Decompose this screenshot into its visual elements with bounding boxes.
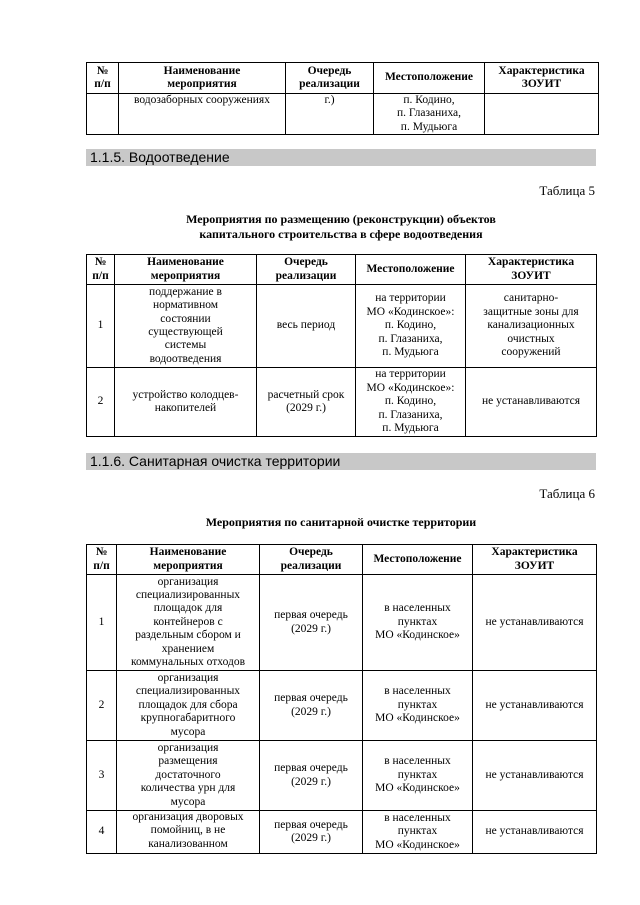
cell-name: организация дворовых помойниц, в не канализованном bbox=[117, 811, 260, 854]
table-row bbox=[87, 94, 599, 135]
cell-location: на территории МО «Кодинское»: п. Кодино, п. Глазаниха, п. Мудьюга bbox=[356, 368, 466, 437]
header-num: № п/п bbox=[87, 63, 119, 94]
table-row bbox=[87, 741, 597, 811]
header-name: Наименование мероприятия bbox=[117, 545, 260, 575]
cell-order: первая очередь (2029 г.) bbox=[260, 575, 363, 671]
table-label-6: Таблица 6 bbox=[539, 486, 595, 501]
table-5 bbox=[86, 254, 597, 437]
table-label-5: Таблица 5 bbox=[539, 183, 595, 198]
cell-name: водозаборных сооружениях bbox=[119, 94, 286, 135]
cell-order: весь период bbox=[257, 285, 356, 368]
table-row bbox=[87, 811, 597, 854]
cell-name: организация специализированных площадок для сбора крупногабаритного мусора bbox=[117, 671, 260, 741]
cell-location: п. Кодино, п. Глазаниха, п. Мудьюга bbox=[374, 94, 485, 135]
table-header-row bbox=[87, 63, 599, 94]
cell-num: 1 bbox=[87, 285, 115, 368]
section-heading-5: 1.1.5. Водоотведение bbox=[86, 149, 596, 166]
header-name: Наименование мероприятия bbox=[115, 255, 257, 285]
table-caption-6: Мероприятия по санитарной очистке территории bbox=[205, 515, 477, 529]
table-caption-5: Мероприятия по размещению (реконструкции) объектов капитального строительства в сфере водоотведения bbox=[186, 212, 496, 241]
cell-order: расчетный срок (2029 г.) bbox=[257, 368, 356, 437]
cell-zouit: не устанавливаются bbox=[473, 671, 597, 741]
header-name: Наименование мероприятия bbox=[119, 63, 286, 94]
header-zouit: Характеристика ЗОУИТ bbox=[466, 255, 597, 285]
cell-zouit: санитарно- защитные зоны для канализационных очистных сооружений bbox=[466, 285, 597, 368]
table-row bbox=[87, 368, 597, 437]
cell-order: г.) bbox=[286, 94, 374, 135]
cell-name: организация размещения достаточного количества урн для мусора bbox=[117, 741, 260, 811]
cell-num: 4 bbox=[87, 811, 117, 854]
cell-name: поддержание в нормативном состоянии существующей системы водоотведения bbox=[115, 285, 257, 368]
table-row bbox=[87, 285, 597, 368]
cell-location: в населенных пунктах МО «Кодинское» bbox=[363, 671, 473, 741]
cell-zouit: не устанавливаются bbox=[473, 811, 597, 854]
header-location: Местоположение bbox=[356, 255, 466, 285]
cell-zouit: не устанавливаются bbox=[473, 575, 597, 671]
cell-num: 3 bbox=[87, 741, 117, 811]
table-row bbox=[87, 671, 597, 741]
header-zouit: Характеристика ЗОУИТ bbox=[473, 545, 597, 575]
header-order: Очередь реализации bbox=[286, 63, 374, 94]
header-location: Местоположение bbox=[363, 545, 473, 575]
cell-zouit bbox=[485, 94, 599, 135]
table-6 bbox=[86, 544, 597, 854]
cell-location: в населенных пунктах МО «Кодинское» bbox=[363, 811, 473, 854]
header-order: Очередь реализации bbox=[257, 255, 356, 285]
cell-location: на территории МО «Кодинское»: п. Кодино, п. Глазаниха, п. Мудьюга bbox=[356, 285, 466, 368]
cell-name: устройство колодцев- накопителей bbox=[115, 368, 257, 437]
cell-location: в населенных пунктах МО «Кодинское» bbox=[363, 575, 473, 671]
cell-num: 2 bbox=[87, 368, 115, 437]
header-zouit: Характеристика ЗОУИТ bbox=[485, 63, 599, 94]
header-num: № п/п bbox=[87, 545, 117, 575]
cell-order: первая очередь (2029 г.) bbox=[260, 811, 363, 854]
cell-order: первая очередь (2029 г.) bbox=[260, 671, 363, 741]
cell-location: в населенных пунктах МО «Кодинское» bbox=[363, 741, 473, 811]
table-continued bbox=[86, 62, 599, 135]
header-order: Очередь реализации bbox=[260, 545, 363, 575]
header-location: Местоположение bbox=[374, 63, 485, 94]
table-header-row bbox=[87, 545, 597, 575]
cell-name: организация специализированных площадок для контейнеров с раздельным сбором и хранением коммунальных отходов bbox=[117, 575, 260, 671]
cell-zouit: не устанавливаются bbox=[473, 741, 597, 811]
cell-order: первая очередь (2029 г.) bbox=[260, 741, 363, 811]
section-heading-6: 1.1.6. Санитарная очистка территории bbox=[86, 453, 596, 470]
cell-zouit: не устанавливаются bbox=[466, 368, 597, 437]
header-num: № п/п bbox=[87, 255, 115, 285]
cell-num: 2 bbox=[87, 671, 117, 741]
cell-num bbox=[87, 94, 119, 135]
table-row bbox=[87, 575, 597, 671]
cell-num: 1 bbox=[87, 575, 117, 671]
table-header-row bbox=[87, 255, 597, 285]
